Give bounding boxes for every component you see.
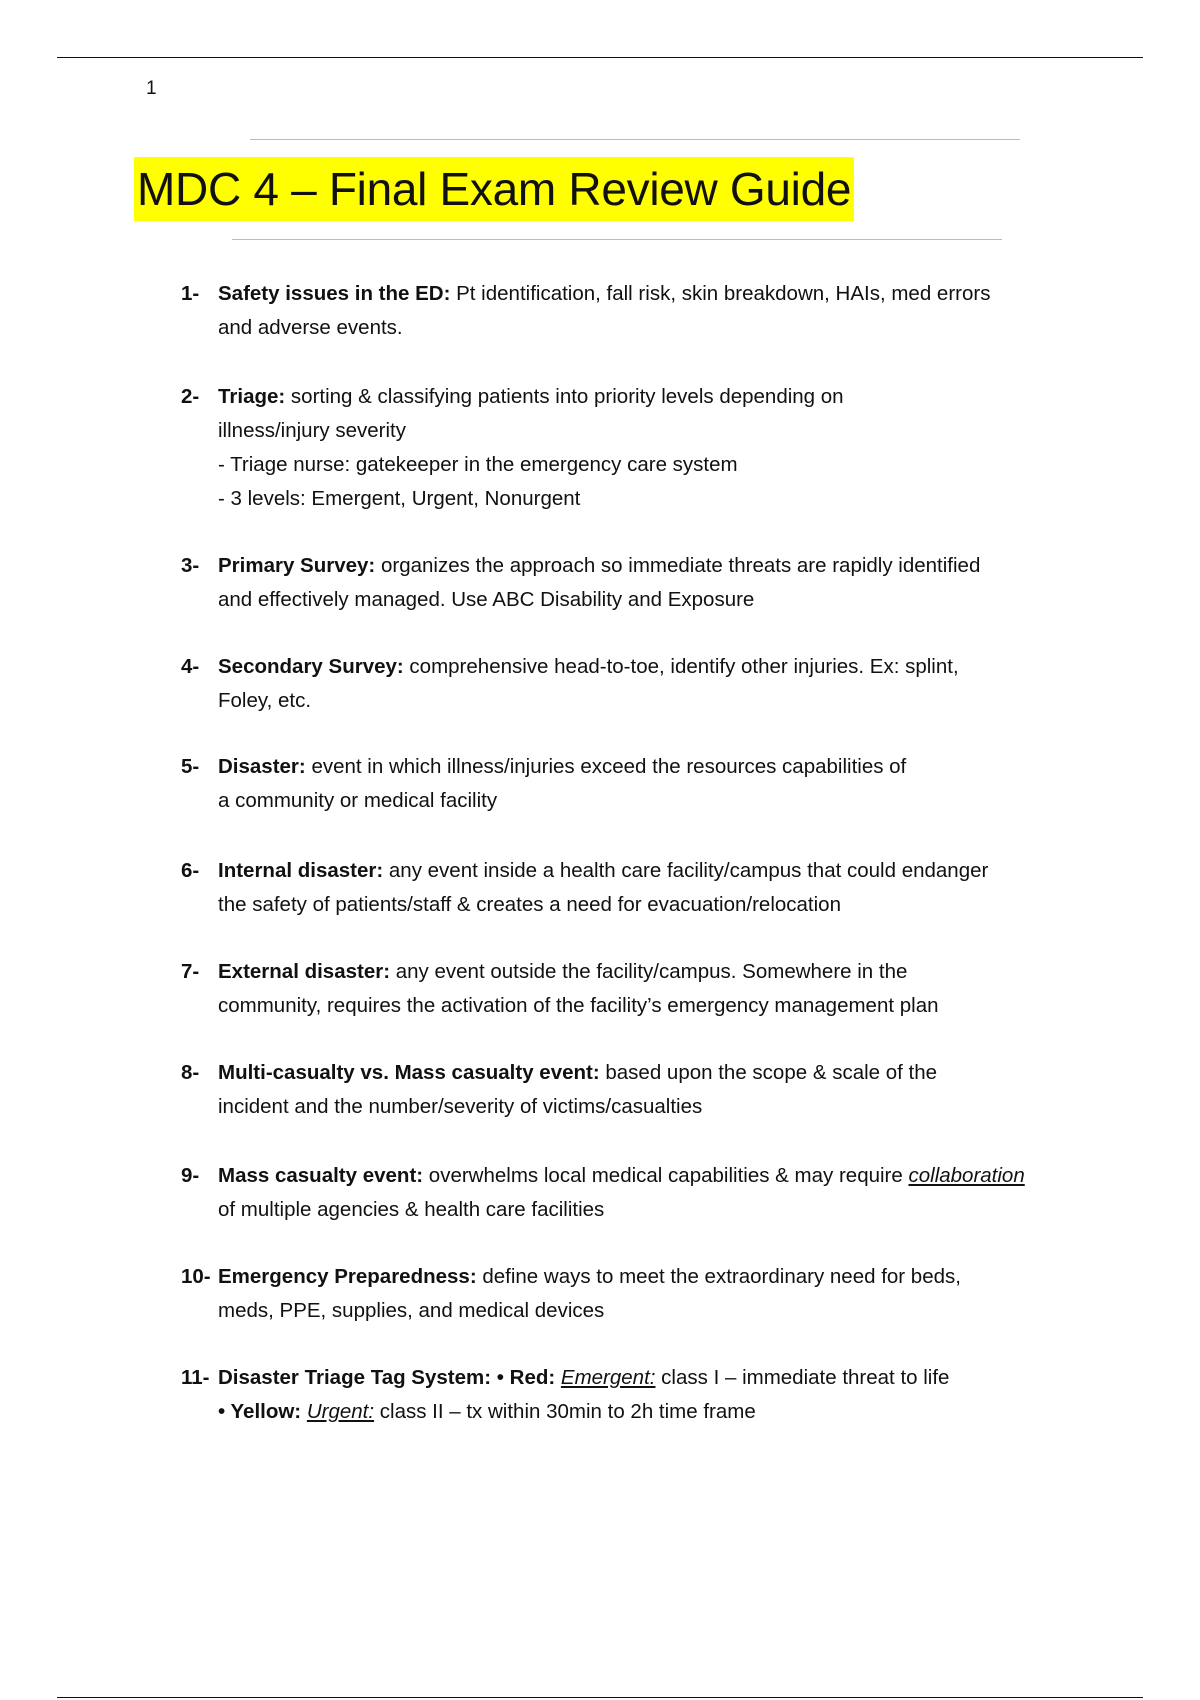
item-number: 9-	[181, 1164, 200, 1187]
item-number: 10-	[181, 1265, 211, 1288]
list-item	[181, 750, 1101, 818]
item-number: 5-	[181, 755, 200, 778]
page-title: MDC 4 – Final Exam Review Guide	[134, 157, 854, 221]
title-rule-top	[250, 139, 1020, 140]
item-text: Pt identification, fall risk, skin breakdown, HAIs, med errors	[450, 282, 991, 305]
item-number: 6-	[181, 859, 200, 882]
item-text-continued: a community or medical facility	[218, 789, 498, 812]
page-number: 1	[146, 78, 157, 99]
footer-rule	[57, 1697, 1143, 1698]
item-term: Mass casualty event:	[218, 1164, 424, 1187]
item-number: 7-	[181, 960, 200, 983]
item-text-continued: of multiple agencies & health care facilities	[218, 1198, 605, 1221]
item-term: Emergency Preparedness:	[218, 1265, 477, 1288]
header-rule	[57, 57, 1143, 58]
item-subpoint: - 3 levels: Emergent, Urgent, Nonurgent	[218, 487, 581, 510]
item-term: Disaster Triage Tag System:	[218, 1366, 492, 1389]
item-number: 11-	[181, 1366, 210, 1389]
item-term: External disaster:	[218, 960, 391, 983]
item-emphasis: collaboration	[908, 1164, 1025, 1187]
item-term: Primary Survey:	[218, 554, 376, 577]
item-text: organizes the approach so immediate threats are rapidly identified	[375, 554, 981, 577]
list-item	[181, 380, 1101, 516]
item-text-continued: and effectively managed. Use ABC Disability and Exposure	[218, 588, 755, 611]
list-item	[181, 1159, 1101, 1227]
item-text: comprehensive head-to-toe, identify other injuries. Ex: splint,	[403, 655, 959, 678]
item-text-continued: incident and the number/severity of victims/casualties	[218, 1095, 703, 1118]
yellow-tag-label: • Yellow:	[218, 1400, 302, 1423]
item-text: any event outside the facility/campus. Somewhere in the	[390, 960, 908, 983]
list-item	[181, 854, 1101, 922]
item-text-continued: and adverse events.	[218, 316, 403, 339]
item-number: 8-	[181, 1061, 200, 1084]
item-subpoint: - Triage nurse: gatekeeper in the emergency care system	[218, 453, 738, 476]
item-text: define ways to meet the extraordinary need for beds,	[476, 1265, 961, 1288]
list-item	[181, 277, 1101, 345]
item-text: sorting & classifying patients into priority levels depending on	[285, 385, 844, 408]
item-number: 3-	[181, 554, 200, 577]
item-number: 4-	[181, 655, 200, 678]
red-tag-label: • Red:	[491, 1366, 556, 1389]
list-item	[181, 650, 1101, 718]
red-tag-category: Emergent:	[560, 1366, 656, 1389]
list-item	[181, 549, 1101, 617]
red-tag-text: class I – immediate threat to life	[655, 1366, 950, 1389]
item-text: based upon the scope & scale of the	[599, 1061, 938, 1084]
item-number: 2-	[181, 385, 200, 408]
item-term: Secondary Survey:	[218, 655, 404, 678]
list-item	[181, 1056, 1101, 1124]
title-rule-bottom	[232, 239, 1002, 240]
yellow-tag-category: Urgent:	[306, 1400, 375, 1423]
item-text: any event inside a health care facility/campus that could endanger	[383, 859, 989, 882]
item-term: Triage:	[218, 385, 286, 408]
item-term: Internal disaster:	[218, 859, 384, 882]
item-text-continued: illness/injury severity	[218, 419, 406, 442]
list-item	[181, 955, 1101, 1023]
yellow-tag-text: class II – tx within 30min to 2h time frame	[374, 1400, 756, 1423]
item-text: event in which illness/injuries exceed the resources capabilities of	[305, 755, 907, 778]
item-text-continued: meds, PPE, supplies, and medical devices	[218, 1299, 605, 1322]
item-text-continued: Foley, etc.	[218, 689, 312, 712]
item-text-continued: community, requires the activation of the facility’s emergency management plan	[218, 994, 939, 1017]
item-text-continued: the safety of patients/staff & creates a need for evacuation/relocation	[218, 893, 841, 916]
list-item	[181, 1260, 1101, 1328]
item-term: Disaster:	[218, 755, 306, 778]
item-term: Safety issues in the ED:	[218, 282, 451, 305]
list-item	[181, 1361, 1101, 1429]
item-text: overwhelms local medical capabilities & may require	[423, 1164, 909, 1187]
item-term: Multi-casualty vs. Mass casualty event:	[218, 1061, 600, 1084]
item-number: 1-	[181, 282, 200, 305]
